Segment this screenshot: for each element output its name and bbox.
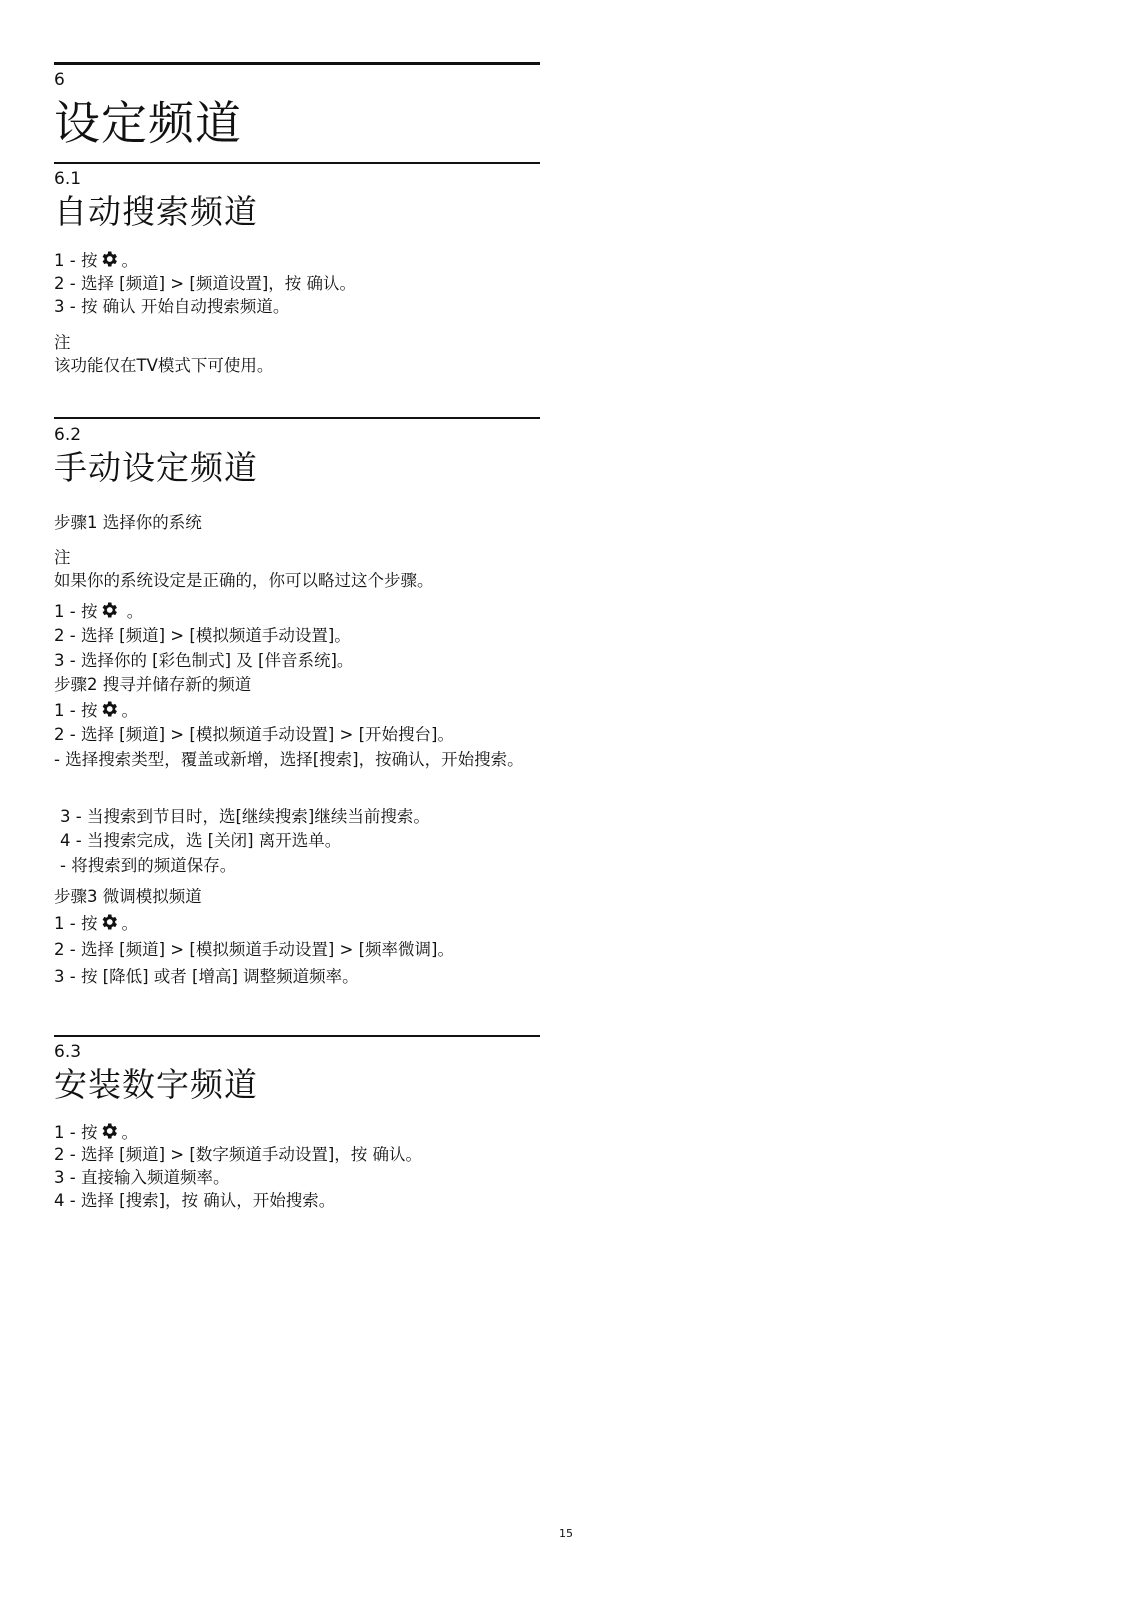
note-label: 注	[54, 548, 71, 567]
step-line: 2 - 选择 [频道] > [数字频道手动设置]，按 确认。	[54, 1145, 422, 1164]
gear-icon	[99, 600, 119, 620]
section-number: 6.3	[54, 1042, 82, 1062]
step-line: 4 - 当搜索完成，选 [关闭] 离开选单。	[60, 831, 342, 850]
section-rule	[54, 162, 540, 164]
gear-icon	[99, 912, 119, 932]
section-title: 安装数字频道	[54, 1065, 258, 1104]
step-line: 2 - 选择 [频道] > [模拟频道手动设置] > [开始搜台]。	[54, 725, 454, 744]
chapter-title: 设定频道	[54, 96, 242, 150]
step-line: 2 - 选择 [频道] > [模拟频道手动设置] > [频率微调]。	[54, 940, 454, 959]
section-number: 6.2	[54, 425, 82, 445]
section-number: 6.1	[54, 169, 82, 189]
step-line: - 选择搜索类型，覆盖或新增，选择[搜索]，按确认，开始搜索。	[54, 750, 524, 769]
note-label: 注	[54, 333, 71, 352]
chapter-rule	[54, 62, 540, 65]
section-rule	[54, 417, 540, 419]
chapter-number: 6	[54, 70, 65, 90]
step-line: 3 - 选择你的 [彩色制式] 及 [伴音系统]。	[54, 651, 354, 670]
step-line: 2 - 选择 [频道] > [频道设置]，按 确认。	[54, 274, 356, 293]
step-line: 1 - 按 。	[54, 1123, 138, 1142]
gear-icon	[99, 699, 119, 719]
step-line: 2 - 选择 [频道] > [模拟频道手动设置]。	[54, 626, 351, 645]
section-title: 手动设定频道	[54, 448, 258, 487]
step-line: - 将搜索到的频道保存。	[60, 856, 237, 875]
step-heading: 步骤1 选择你的系统	[54, 513, 202, 532]
gear-icon	[99, 249, 119, 269]
step-line: 3 - 直接输入频道频率。	[54, 1168, 230, 1187]
step-line: 1 - 按 。	[54, 602, 144, 621]
note-text: 如果你的系统设定是正确的，你可以略过这个步骤。	[54, 571, 434, 590]
page-number: 15	[559, 1527, 573, 1540]
step-line: 1 - 按 。	[54, 251, 138, 270]
note-text: 该功能仅在TV模式下可使用。	[54, 356, 274, 375]
step-line: 3 - 按 [降低] 或者 [增高] 调整频道频率。	[54, 967, 359, 986]
step-line: 4 - 选择 [搜索]，按 确认，开始搜索。	[54, 1191, 336, 1210]
step-line: 3 - 当搜索到节目时，选[继续搜索]继续当前搜索。	[60, 807, 430, 826]
step-line: 3 - 按 确认 开始自动搜索频道。	[54, 297, 290, 316]
section-rule	[54, 1035, 540, 1037]
section-title: 自动搜索频道	[54, 192, 258, 231]
step-line: 1 - 按 。	[54, 701, 138, 720]
gear-icon	[99, 1121, 119, 1141]
step-line: 1 - 按 。	[54, 914, 138, 933]
step-heading: 步骤3 微调模拟频道	[54, 887, 202, 906]
step-heading: 步骤2 搜寻并储存新的频道	[54, 675, 252, 694]
